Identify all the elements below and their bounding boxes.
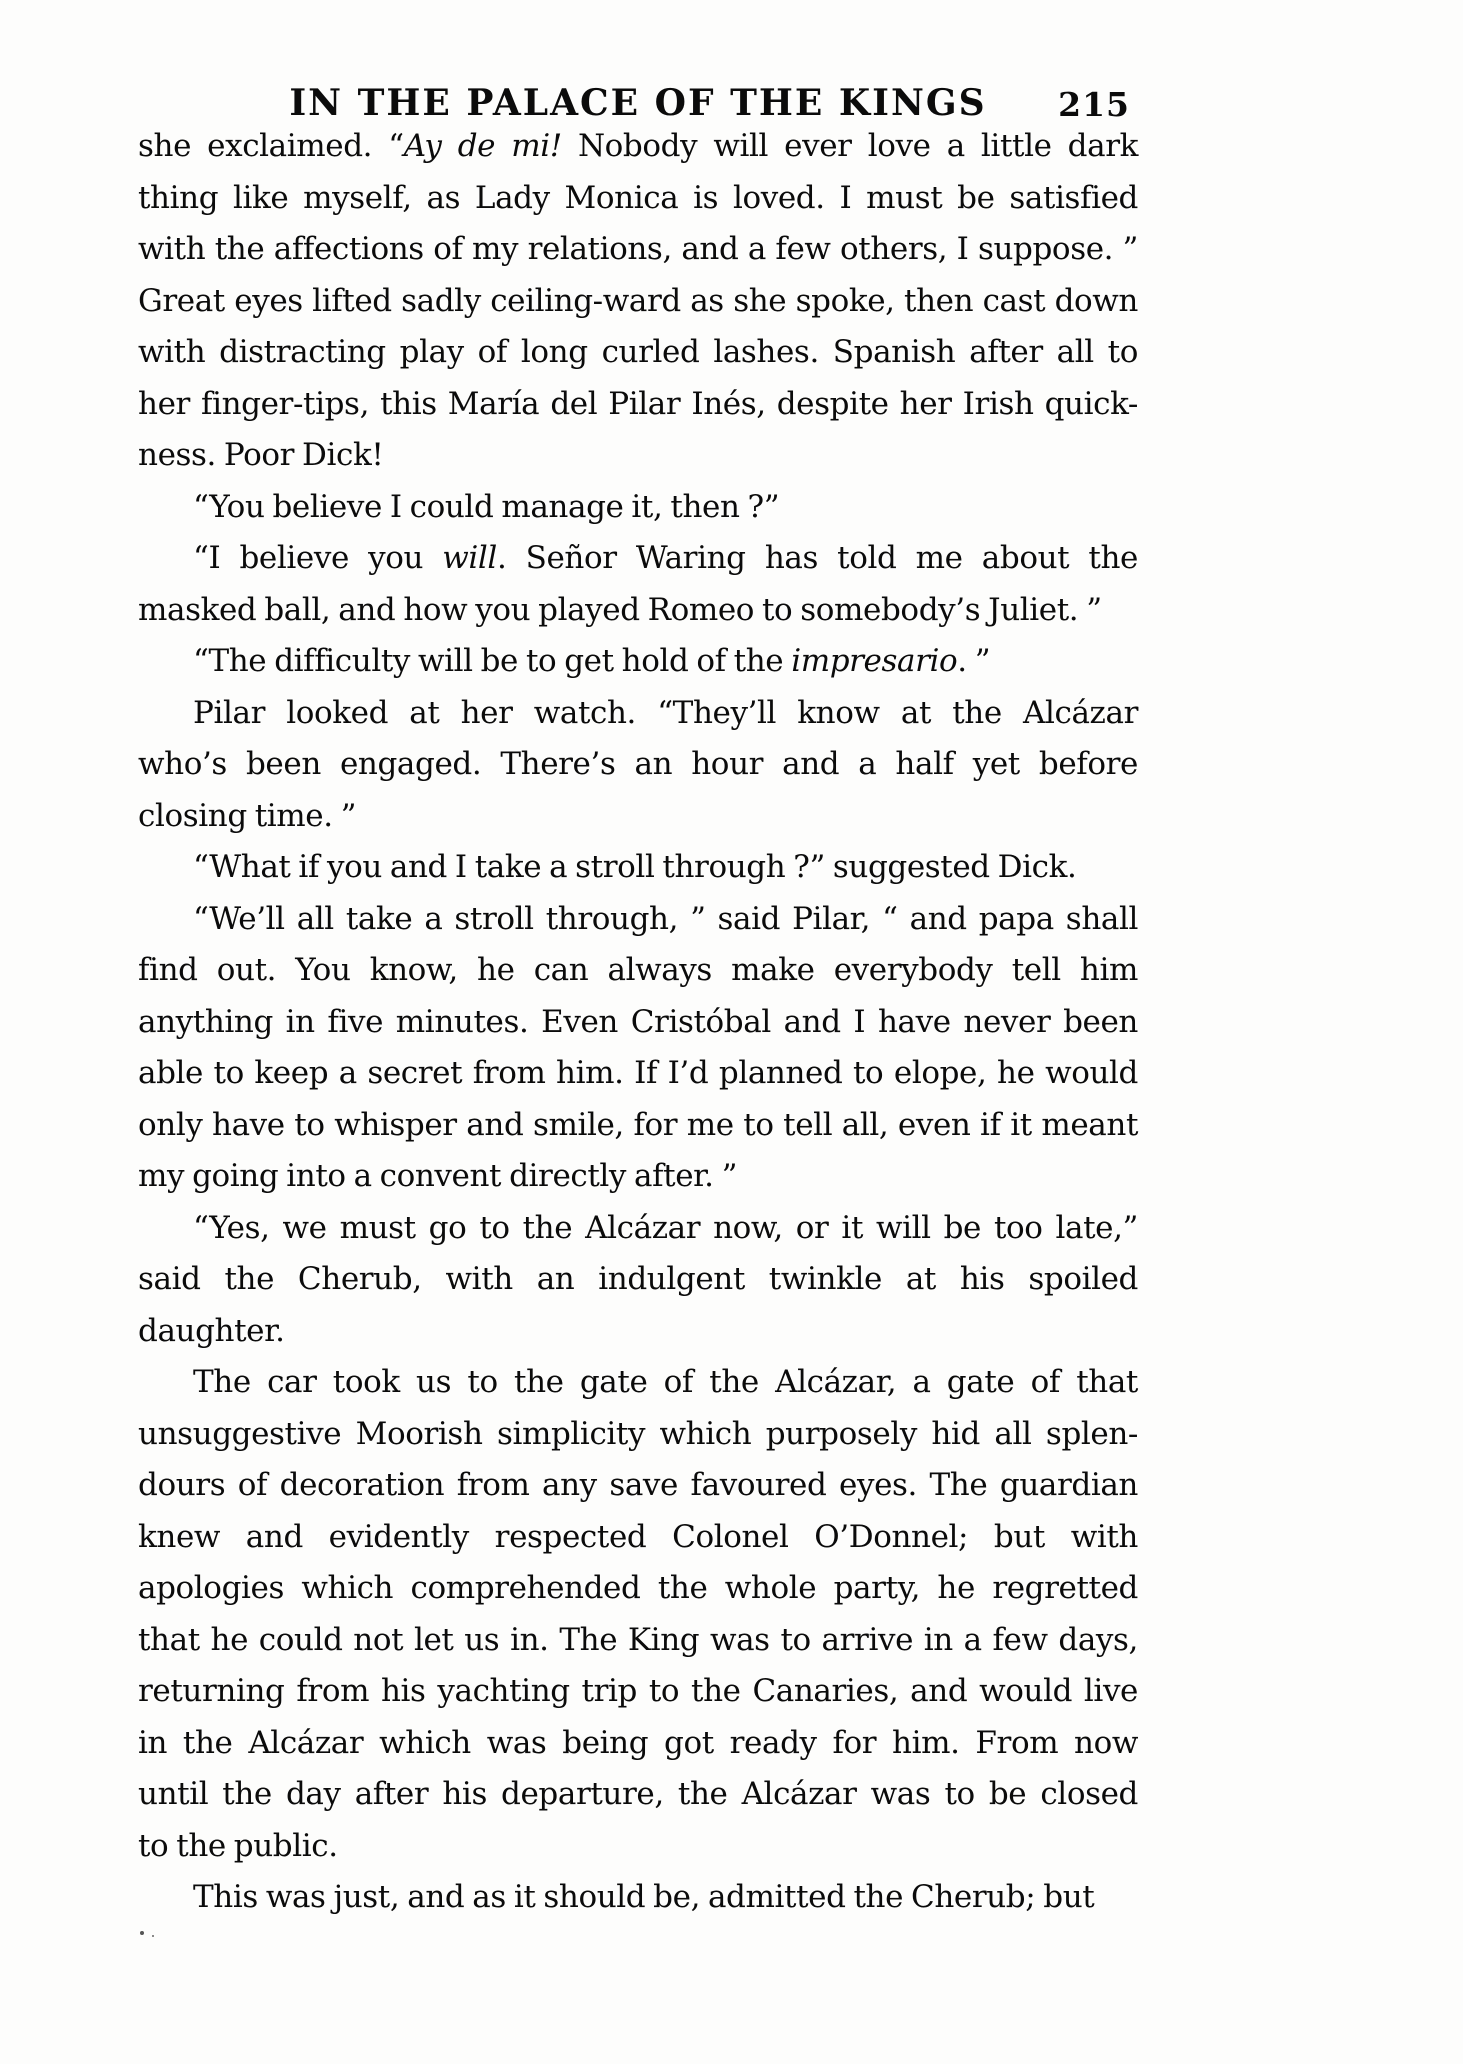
text-segment: anything in five minutes. Even Cristóbal and I have never been <box>138 1003 1138 1040</box>
text-segment: find out. You know, he can always make everybody tell him <box>138 952 1138 988</box>
text-segment: This was just, and as it should be, admitted the Cherub; but <box>193 1879 1095 1915</box>
italic-text: will <box>442 540 497 576</box>
text-line <box>138 121 1138 173</box>
text-line <box>138 482 1138 534</box>
page-number: 215 <box>1058 85 1130 124</box>
text-line <box>138 1460 1138 1512</box>
text-line <box>138 1409 1138 1461</box>
text-line <box>138 1563 1138 1615</box>
text-segment: “We’ll all take a stroll through, ” said Pilar, “ and papa shall <box>193 900 1138 937</box>
text-line <box>138 1666 1138 1718</box>
scan-artifact <box>140 1931 144 1935</box>
text-segment: able to keep a secret from him. If I’d planned to elope, he would <box>138 1055 1138 1091</box>
body-text <box>138 121 1138 1924</box>
text-segment: Great eyes lifted sadly ceiling-ward as she spoke, then cast down <box>138 282 1138 319</box>
text-segment: Nobody will ever love a little dark <box>561 128 1138 164</box>
text-segment: Pilar looked at her watch. “They’ll know at the Alcázar <box>193 694 1138 731</box>
text-segment: ness. Poor Dick! <box>138 437 384 473</box>
text-segment: dours of decoration from any save favoured eyes. The guardian <box>138 1467 1138 1503</box>
text-segment: that he could not let us in. The King was to arrive in a few days, <box>138 1621 1138 1658</box>
text-line <box>138 1100 1138 1152</box>
text-segment: “I believe you <box>193 540 443 576</box>
text-line <box>138 1512 1138 1564</box>
text-line <box>138 173 1138 225</box>
text-line <box>138 739 1138 791</box>
text-segment: knew and evidently respected Colonel O’Donnel; but with <box>138 1518 1138 1555</box>
text-segment: masked ball, and how you played Romeo to somebody’s Juliet. ” <box>138 591 1102 628</box>
text-segment: my going into a convent directly after. ” <box>138 1158 738 1194</box>
text-line <box>138 1821 1138 1873</box>
text-line <box>138 894 1138 946</box>
text-segment: “What if you and I take a stroll through ?” suggested Dick. <box>193 849 1077 885</box>
text-line <box>138 585 1138 637</box>
text-line <box>138 636 1138 688</box>
text-segment: returning from his yachting trip to the Canaries, and would live <box>138 1673 1138 1709</box>
text-line <box>138 688 1138 740</box>
text-line <box>138 1203 1138 1255</box>
running-header <box>138 82 1138 124</box>
text-line <box>138 1254 1138 1306</box>
text-line <box>138 791 1138 843</box>
text-line <box>138 1872 1138 1924</box>
text-line <box>138 945 1138 997</box>
text-segment: who’s been engaged. There’s an hour and a half yet before <box>138 746 1138 782</box>
text-segment: “Yes, we must go to the Alcázar now, or it will be too late,” <box>193 1209 1138 1246</box>
text-segment: . ” <box>957 643 991 679</box>
text-segment: her finger-tips, this María del Pilar Inés, despite her Irish quick- <box>138 385 1138 422</box>
text-line <box>138 1048 1138 1100</box>
text-segment: daughter. <box>138 1312 285 1349</box>
text-line <box>138 1718 1138 1770</box>
text-segment: only have to whisper and smile, for me to tell all, even if it meant <box>138 1106 1138 1143</box>
text-line <box>138 379 1138 431</box>
text-line <box>138 533 1138 585</box>
text-segment: unsuggestive Moorish simplicity which purposely hid all splen- <box>138 1415 1138 1452</box>
text-line <box>138 276 1138 328</box>
text-segment: . Señor Waring has told me about the <box>496 540 1138 576</box>
text-segment: “You believe I could manage it, then ?” <box>193 488 780 525</box>
text-segment: in the Alcázar which was being got ready for him. From now <box>138 1724 1138 1761</box>
text-line <box>138 1306 1138 1358</box>
text-line <box>138 1615 1138 1667</box>
text-segment: with distracting play of long curled lashes. Spanish after all to <box>138 334 1138 370</box>
text-segment: closing time. ” <box>138 797 357 834</box>
text-line <box>138 997 1138 1049</box>
text-line <box>138 1769 1138 1821</box>
italic-text: Ay de mi! <box>403 128 562 164</box>
text-segment: said the Cherub, with an indulgent twinkle at his spoiled <box>138 1261 1138 1297</box>
text-segment: with the affections of my relations, and a few others, I suppose. ” <box>138 231 1138 267</box>
text-segment: she exclaimed. “ <box>138 128 404 164</box>
text-segment: thing like myself, as Lady Monica is loved. I must be satisfied <box>138 179 1138 216</box>
text-line <box>138 842 1138 894</box>
text-segment: until the day after his departure, the Alcázar was to be closed <box>138 1776 1138 1812</box>
text-segment: apologies which comprehended the whole party, he regretted <box>138 1570 1138 1606</box>
text-segment: to the public. <box>138 1827 338 1864</box>
chapter-title: IN THE PALACE OF THE KINGS <box>289 82 987 124</box>
text-segment: The car took us to the gate of the Alcázar, a gate of that <box>193 1364 1138 1400</box>
text-line <box>138 327 1138 379</box>
text-segment: “The difficulty will be to get hold of the <box>193 643 792 679</box>
italic-text: impresario <box>791 643 958 679</box>
text-line <box>138 430 1138 482</box>
text-line <box>138 1151 1138 1203</box>
text-line <box>138 224 1138 276</box>
text-line <box>138 1357 1138 1409</box>
